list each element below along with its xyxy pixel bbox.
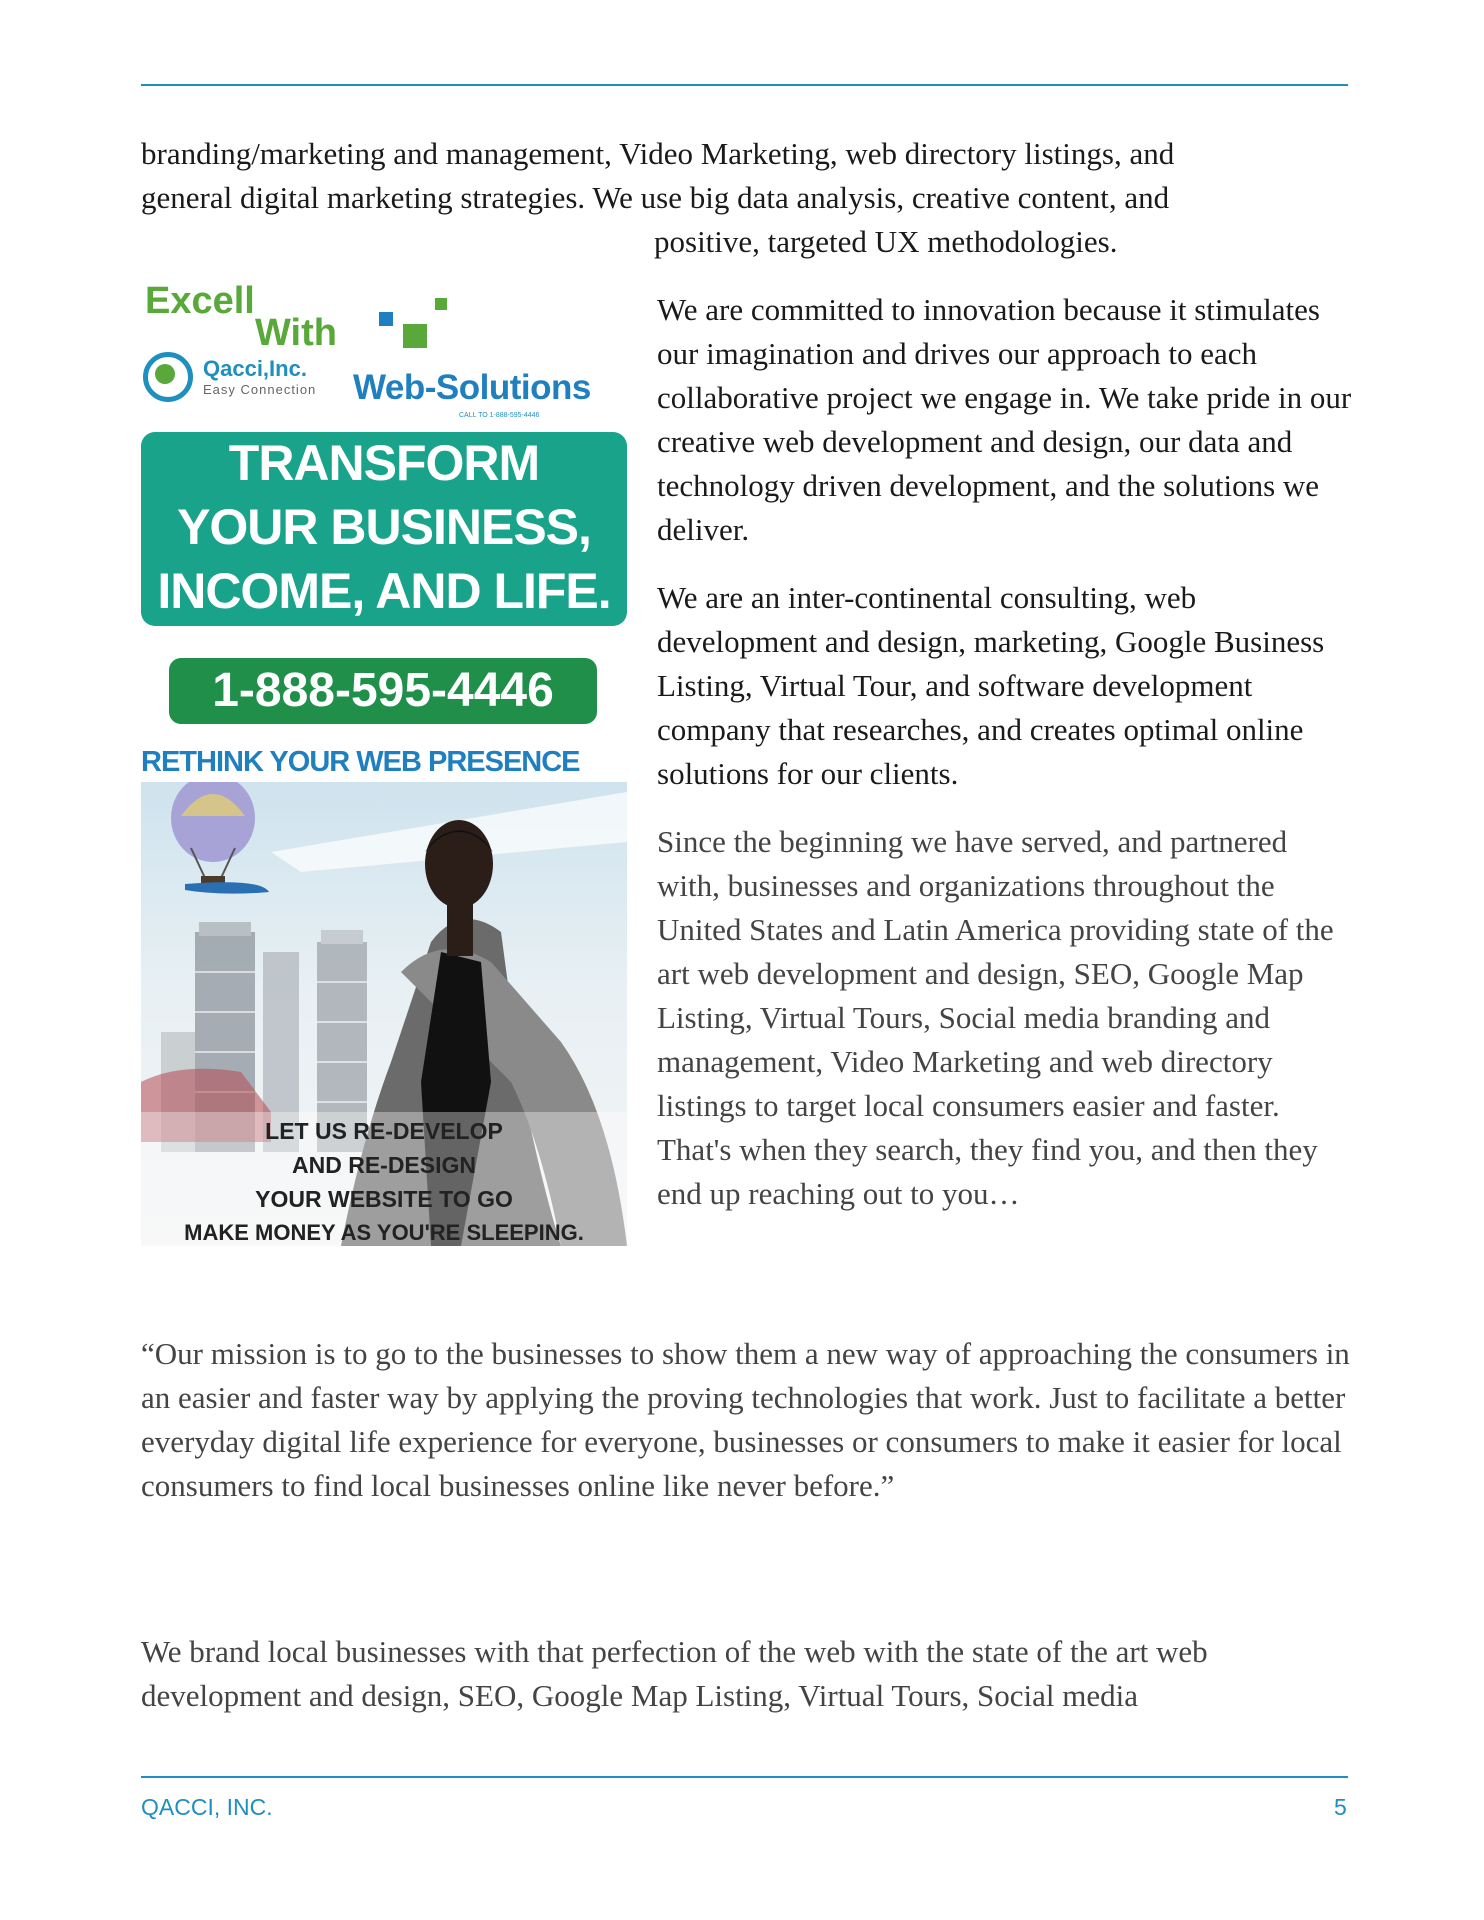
- innovation-paragraph: We are committed to innovation because it stimulates our imagination and drives our approach to each collaborative project we engage in. We take pride in our creative web development and design, our data and technology driven development, and the solutions we deliver.: [657, 292, 1352, 547]
- ad-rethink-text: RETHINK YOUR WEB PRESENCE: [141, 746, 580, 778]
- ad-photo-scene: [141, 782, 627, 1246]
- logo-square-green: [403, 324, 427, 348]
- qacci-logo-dot-icon: [155, 364, 175, 384]
- intro-line-3: positive, targeted UX methodologies.: [654, 224, 1118, 259]
- logo-square-blue: [379, 312, 393, 326]
- ad-caption-line-4: MAKE MONEY AS YOU'RE SLEEPING.: [184, 1220, 584, 1245]
- ad-with-text: With: [255, 312, 337, 354]
- ad-caption-line-3: YOUR WEBSITE TO GO: [255, 1186, 513, 1212]
- history-paragraph: Since the beginning we have served, and partnered with, businesses and organizations throughout the United States and Latin America providing state of the art web development and design, SEO, Google Map Listing, Virtual Tours, Social media branding and management, Video Marketing and web directory listings to target local consumers easier and faster. That's when they search, they find you, and then they end up reaching out to you…: [657, 824, 1334, 1211]
- ad-web-solutions-sub: CALL TO 1-888-595-4446: [459, 412, 540, 419]
- ad-phone-number: 1-888-595-4446: [169, 658, 597, 724]
- footer-company: QACCI, INC.: [141, 1794, 273, 1820]
- brand-paragraph: We brand local businesses with that perfection of the web with the state of the art web development and design, SEO, Google Map Listing, Virtual Tours, Social media: [141, 1634, 1208, 1713]
- ad-headline-line-1: TRANSFORM: [228, 435, 540, 491]
- ad-web-solutions: Web-Solutions: [353, 368, 591, 407]
- intro-line-2: general digital marketing strategies. We use big data analysis, creative content, and: [141, 180, 1170, 215]
- ad-excell-text: Excell: [145, 280, 255, 322]
- advertisement-image: [141, 276, 627, 1246]
- ad-caption-line-2: AND RE-DESIGN: [291, 1152, 476, 1178]
- ad-headline-line-2: YOUR BUSINESS,: [177, 499, 591, 555]
- footer-page-number: 5: [1334, 1794, 1347, 1820]
- footer-rule: [141, 1776, 1348, 1778]
- logo-square-small-green: [435, 298, 447, 310]
- airplane-icon: [185, 882, 269, 893]
- ad-qacci-name: Qacci,Inc.: [203, 356, 307, 381]
- company-paragraph: We are an inter-continental consulting, web development and design, marketing, Google Business Listing, Virtual Tour, and software development company that researches, and creates optimal online solutions for our clients.: [657, 580, 1325, 791]
- intro-line-1: branding/marketing and management, Video Marketing, web directory listings, and: [141, 136, 1175, 171]
- header-rule: [141, 84, 1348, 86]
- ad-qacci-tagline: Easy Connection: [203, 382, 317, 397]
- ad-caption-line-1: LET US RE-DEVELOP: [265, 1118, 503, 1144]
- mission-paragraph: “Our mission is to go to the businesses to show them a new way of approaching the consumers in an easier and faster way by applying the proving technologies that work. Just to facilitate a better everyday digital life experience for everyone, businesses or consumers to make it easier for local consumers to find local businesses online like never before.”: [141, 1336, 1350, 1503]
- ad-headline-box: [141, 432, 627, 626]
- ad-headline-line-3: INCOME, AND LIFE.: [157, 563, 611, 619]
